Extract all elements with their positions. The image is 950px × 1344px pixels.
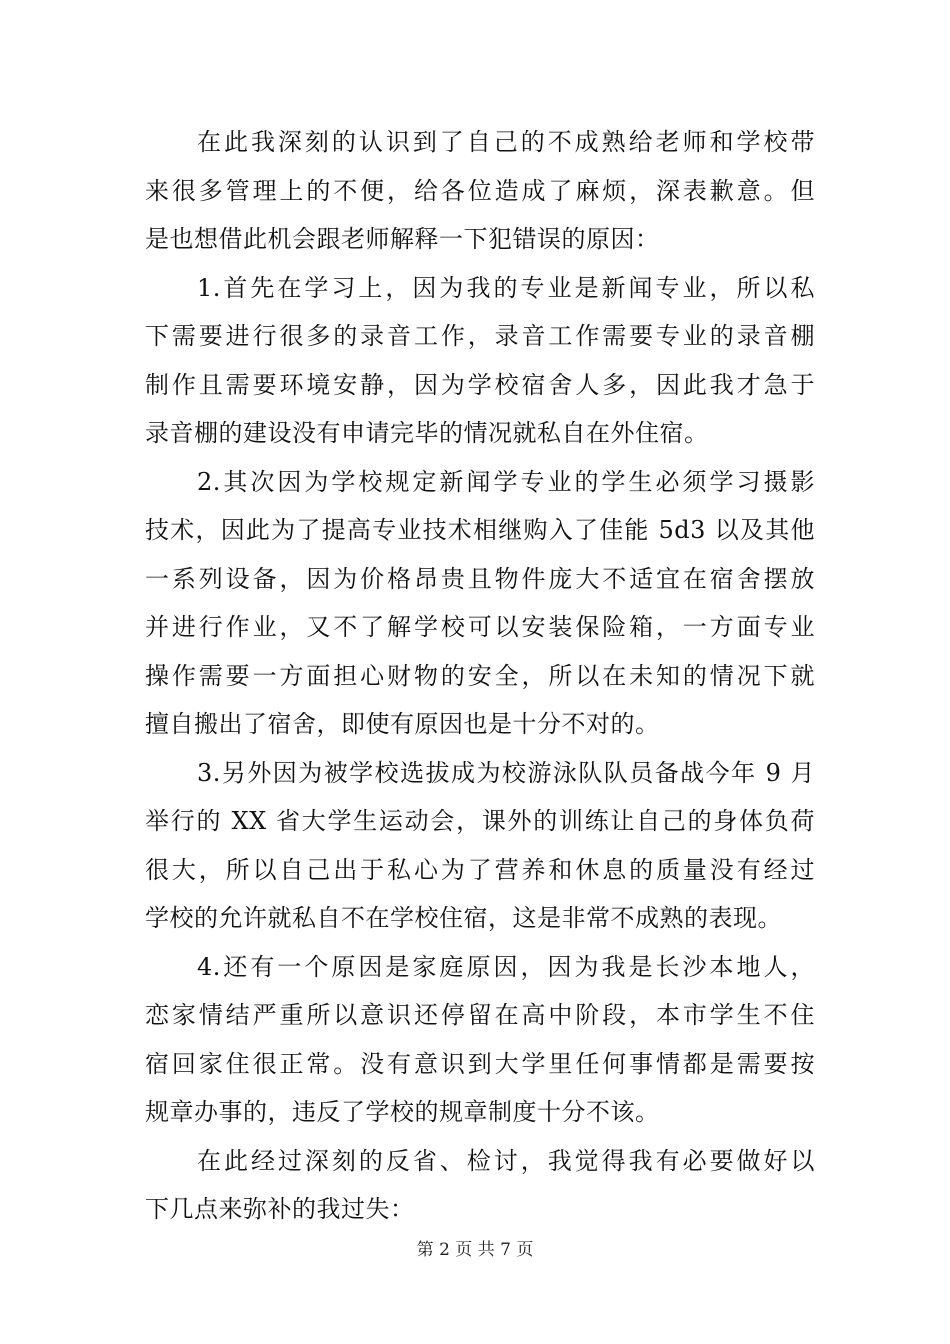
text-line: 下需要进行很多的录音工作，录音工作需要专业的录音棚 bbox=[145, 322, 815, 350]
document-body bbox=[145, 118, 815, 1234]
text-line: 宿回家住很正常。没有意识到大学里任何事情都是需要按 bbox=[145, 1049, 815, 1078]
text-line: 并进行作业，又不了解学校可以安装保险箱，一方面专业 bbox=[145, 613, 815, 641]
text-line: 来很多管理上的不便，给各位造成了麻烦，深表歉意。但 bbox=[145, 176, 815, 205]
text-line: 很大，所以自己出于私心为了营养和休息的质量没有经过 bbox=[145, 855, 815, 884]
text-line: 恋家情结严重所以意识还停留在高中阶段，本市学生不住 bbox=[145, 1001, 815, 1029]
text-line: 在此经过深刻的反省、检讨，我觉得我有必要做好以 bbox=[197, 1146, 815, 1175]
text-line: 操作需要一方面担心财物的安全，所以在未知的情况下就 bbox=[145, 661, 815, 690]
text-line: 3.另外因为被学校选拔成为校游泳队队员备战今年 9 月 bbox=[197, 758, 815, 787]
text-line: 下几点来弥补的我过失： bbox=[145, 1195, 415, 1223]
text-line: 一系列设备，因为价格昂贵且物件庞大不适宜在宿舍摆放 bbox=[145, 564, 815, 593]
text-line: 规章办事的，违反了学校的规章制度十分不该。 bbox=[145, 1098, 660, 1126]
text-line: 录音棚的建设没有申请完毕的情况就私自在外住宿。 bbox=[145, 419, 709, 447]
text-line: 擅自搬出了宿舍，即使有原因也是十分不对的。 bbox=[145, 710, 660, 738]
text-line: 技术，因此为了提高专业技术相继购入了佳能 5d3 以及其他 bbox=[145, 516, 815, 544]
text-line: 1.首先在学习上，因为我的专业是新闻专业，所以私 bbox=[197, 273, 815, 302]
text-line: 在此我深刻的认识到了自己的不成熟给老师和学校带 bbox=[197, 128, 815, 156]
text-line: 是也想借此机会跟老师解释一下犯错误的原因： bbox=[145, 225, 660, 253]
text-line: 2.其次因为学校规定新闻学专业的学生必须学习摄影 bbox=[197, 467, 815, 496]
text-line: 学校的允许就私自不在学校住宿，这是非常不成熟的表现。 bbox=[145, 904, 782, 932]
text-line: 4.还有一个原因是家庭原因，因为我是长沙本地人， bbox=[197, 952, 815, 981]
page-number-footer: 第 2 页 共 7 页 bbox=[416, 1240, 534, 1260]
text-line: 举行的 XX 省大学生运动会，课外的训练让自己的身体负荷 bbox=[145, 807, 815, 835]
text-line: 制作且需要环境安静，因为学校宿舍人多，因此我才急于 bbox=[145, 370, 815, 399]
